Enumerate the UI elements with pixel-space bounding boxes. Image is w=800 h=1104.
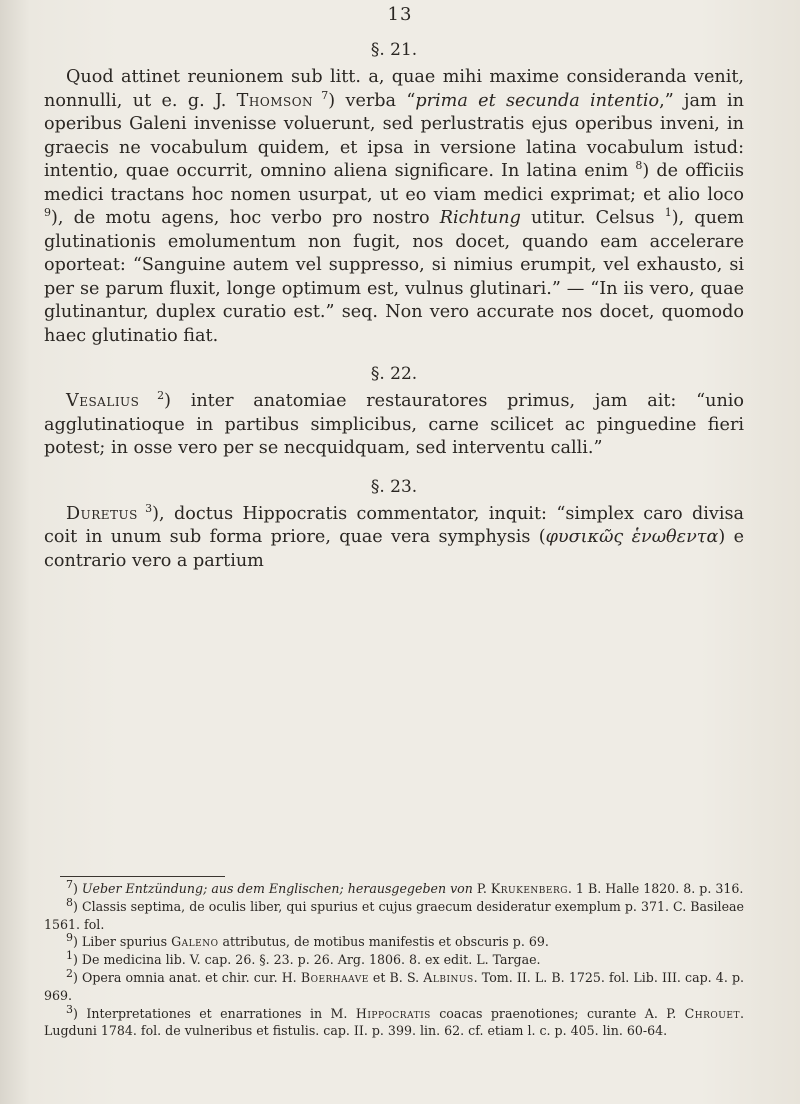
text-run: ) Liber spurius: [73, 934, 172, 950]
footnote-marker: 7: [66, 877, 73, 891]
text-run: Krukenberg: [490, 881, 568, 896]
text-run: . 1 B. Halle 1820. 8. p. 316.: [567, 881, 744, 896]
text-run: prima et secunda intentio: [415, 90, 660, 111]
footnote: [44, 933, 744, 951]
section-heading: §. 21.: [370, 40, 418, 60]
footnote-divider: [60, 876, 225, 877]
text-run: ) verba “: [328, 90, 416, 111]
text-run: Chrouet: [684, 1005, 740, 1021]
text-run: ,” jam in operibus Galeni invenisse voluerunt, sed perlustratis ejus operibus inveni, in graecis ne vocabulum quidem, et ipsa in versione latina vocabulum istud: intentio, quae occurrit, omnino aliena significare. In latina enim: [44, 90, 744, 181]
text-run: ) e contrario vero a partium: [44, 527, 744, 571]
text-run: Hippocratis: [355, 1005, 431, 1021]
text-run: utitur. Celsus: [520, 208, 665, 228]
footnote-marker: 2: [139, 389, 165, 403]
footnote: [44, 877, 744, 898]
text-run: . Lugduni 1784. fol. de vulneribus et fistulis. cap. II. p. 399. lin. 62. cf. etiam l. c. p. 405. lin. 60-64.: [44, 1005, 744, 1039]
footnote-marker: 7: [313, 88, 329, 102]
footnote: [44, 1002, 744, 1041]
footnote-marker: 2: [66, 966, 73, 980]
text-run: ) Classis septima, de oculis liber, qui spurius et cujus graecum desideratur exemplum p. 371. C. Basileae 1561. fol.: [44, 898, 744, 932]
text-run: attributus, de motibus manifestis et obscuris p. 69.: [218, 934, 549, 950]
section-paragraph: [44, 66, 744, 348]
text-run: ) de officiis medici tractans hoc nomen usurpat, ut eo viam medici exprimat; et alio loco: [44, 161, 744, 205]
section-heading: §. 22.: [370, 364, 418, 384]
text-run: Galeno: [171, 934, 219, 950]
text-run: ), doctus Hippocratis commentator, inquit: “simplex caro divisa coit in unum sub forma priore, quae vera symphysis (: [44, 503, 744, 547]
text-run: coacas praenotiones; curante A. P.: [430, 1005, 685, 1021]
footnote-marker: 3: [137, 501, 153, 515]
text-run: Boerhaave: [300, 969, 369, 985]
text-run: . Tom. II. L. B. 1725. fol. Lib. III. cap. 4. p. 969.: [44, 969, 745, 1003]
text-run: φυσικῶς ἑνωθεντα: [545, 527, 719, 547]
section-paragraph: [44, 503, 744, 574]
footnote-marker: 8: [66, 895, 73, 909]
text-run: Quod attinet reunionem sub litt. a, quae mihi maxime consideranda venit, nonnulli, ut e. g. J.: [44, 67, 744, 111]
text-run: Vesalius: [66, 391, 140, 411]
text-run: ), de motu agens, hoc verbo pro nostro: [51, 208, 440, 228]
footnote: [44, 895, 744, 934]
page-number: 13: [387, 4, 413, 25]
footnote-marker: 3: [66, 1002, 73, 1016]
footnote-marker: 9: [66, 931, 73, 945]
text-run: et B. S.: [368, 969, 424, 985]
text-run: ): [73, 881, 82, 896]
text-run: ), quem glutinationis emolumentum non fugit, nos docet, quando eam accelerare oporteat: “Sanguine autem vel suppresso, si nimius erumpit, vel exhausto, si per se parum fluxit, longe optimum est, vulnus glutinari.” — “In iis vero, quae glutinantur, duplex curatio est.” seq. Non vero accurate nos docet, quomodo haec glutinatio fiat.: [44, 208, 744, 346]
text-run: ) Opera omnia anat. et chir. cur. H.: [73, 969, 301, 985]
footnote-marker: 1: [664, 206, 672, 220]
text-run: Albinus: [423, 969, 474, 985]
text-run: ) inter anatomiae restauratores primus, jam ait: “unio agglutinatioque in partibus simplicibus, carne scilicet ac pinguedine fieri potest; in osse vero per se necquidquam, sed interventu calli.”: [44, 391, 744, 458]
text-run: ) Interpretationes et enarrationes in M.: [73, 1005, 356, 1021]
footnote-marker: 9: [44, 206, 51, 220]
section-paragraph: [44, 390, 744, 461]
section-heading: §. 23.: [370, 476, 418, 497]
footnote-marker: 8: [635, 159, 643, 173]
text-run: Richtung: [439, 208, 521, 228]
text-run: Thomson: [236, 90, 314, 111]
text-run: ) De medicina lib. V. cap. 26. §. 23. p. 26. Arg. 1806. 8. ex edit. L. Targae.: [73, 952, 541, 968]
text-run: P.: [472, 881, 491, 896]
footnotes: [44, 877, 745, 1040]
footnote: [44, 966, 745, 1005]
text-run: Ueber Entzündung; aus dem Englischen; herausgegeben von: [81, 881, 473, 896]
footnote-marker: 1: [66, 949, 73, 962]
footnote: [44, 951, 744, 969]
text-run: Duretus: [66, 503, 138, 524]
main-text: [44, 38, 744, 573]
